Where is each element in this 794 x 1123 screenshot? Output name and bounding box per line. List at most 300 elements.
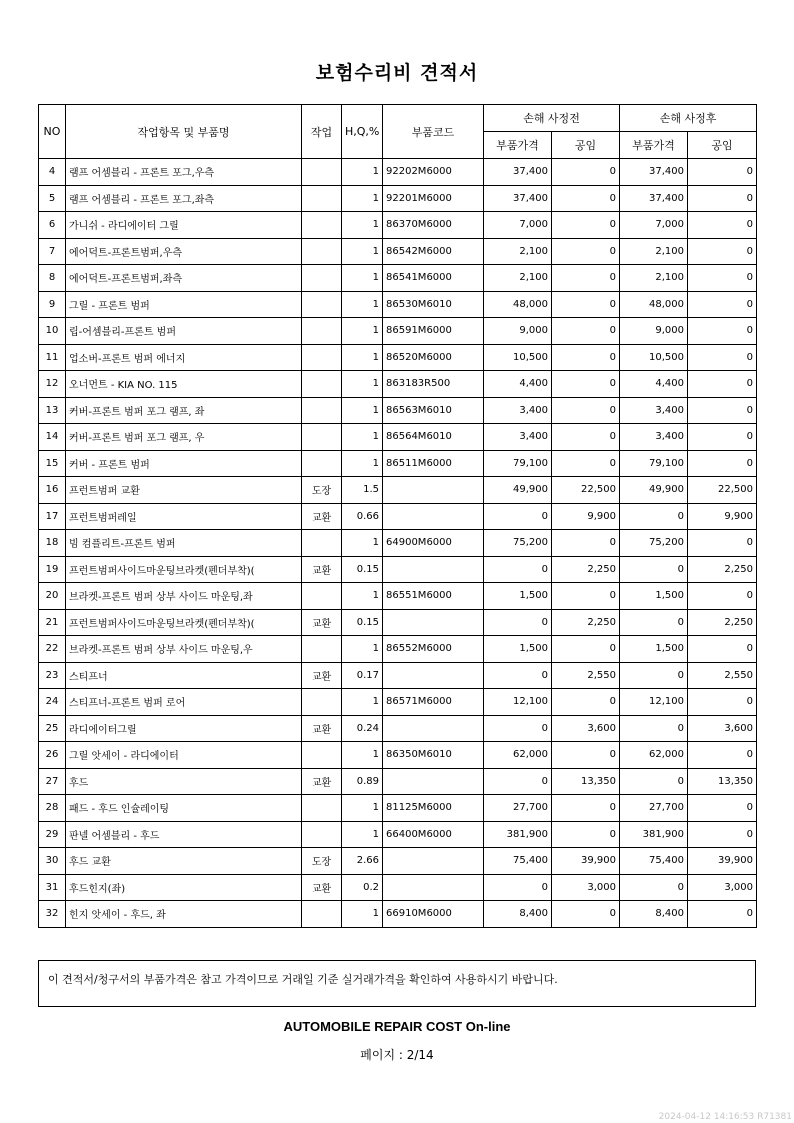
row-no: 29 (39, 821, 66, 848)
row-after-labor: 0 (688, 795, 757, 822)
table-row (39, 450, 757, 477)
row-part-code: 64900M6000 (383, 530, 484, 557)
row-before-labor: 0 (552, 238, 620, 265)
header-code: 부품코드 (383, 105, 484, 159)
row-no: 23 (39, 662, 66, 689)
row-before-labor: 3,600 (552, 715, 620, 742)
row-after-labor: 0 (688, 238, 757, 265)
row-work: 교환 (302, 662, 342, 689)
row-before-part-price: 9,000 (484, 318, 552, 345)
row-work: 도장 (302, 848, 342, 875)
row-no: 12 (39, 371, 66, 398)
row-no: 13 (39, 397, 66, 424)
row-part-code: 66910M6000 (383, 901, 484, 928)
document-title: 보험수리비 견적서 (315, 62, 479, 84)
row-before-labor: 2,250 (552, 609, 620, 636)
row-after-part-price: 3,400 (620, 424, 688, 451)
row-after-labor: 13,350 (688, 768, 757, 795)
timestamp-stamp: 2024-04-12 14:16:53 R71381 (658, 1112, 792, 1122)
row-before-labor: 13,350 (552, 768, 620, 795)
table-row (39, 848, 757, 875)
row-hq: 0.2 (342, 874, 383, 901)
row-before-part-price: 75,200 (484, 530, 552, 557)
row-item-name: 에어덕트-프론트범퍼,우측 (66, 238, 302, 265)
row-after-part-price: 0 (620, 768, 688, 795)
row-after-labor: 0 (688, 371, 757, 398)
row-before-labor: 0 (552, 583, 620, 610)
row-hq: 1 (342, 742, 383, 769)
row-part-code: 81125M6000 (383, 795, 484, 822)
row-work (302, 424, 342, 451)
row-part-code: 86350M6010 (383, 742, 484, 769)
row-work: 교환 (302, 874, 342, 901)
row-hq: 1 (342, 371, 383, 398)
row-after-labor: 39,900 (688, 848, 757, 875)
footer-title: AUTOMOBILE REPAIR COST On-line (283, 1019, 511, 1034)
row-part-code: 86564M6010 (383, 424, 484, 451)
table-row (39, 662, 757, 689)
row-item-name: 커버-프론트 범퍼 포그 램프, 우 (66, 424, 302, 451)
row-after-part-price: 7,000 (620, 212, 688, 239)
table-row (39, 609, 757, 636)
row-item-name: 판넬 어셈블리 - 후드 (66, 821, 302, 848)
row-work (302, 159, 342, 186)
row-before-labor: 0 (552, 397, 620, 424)
row-item-name: 에어덕트-프론트범퍼,좌측 (66, 265, 302, 292)
row-no: 32 (39, 901, 66, 928)
row-item-name: 브라켓-프론트 범퍼 상부 사이드 마운팅,우 (66, 636, 302, 663)
row-after-labor: 0 (688, 530, 757, 557)
row-after-part-price: 48,000 (620, 291, 688, 318)
row-no: 26 (39, 742, 66, 769)
row-hq: 1 (342, 450, 383, 477)
header-after-part-price: 부품가격 (620, 132, 688, 159)
row-item-name: 업소버-프론트 범퍼 에너지 (66, 344, 302, 371)
row-before-labor: 0 (552, 291, 620, 318)
row-after-part-price: 12,100 (620, 689, 688, 716)
row-after-labor: 0 (688, 344, 757, 371)
estimate-table (38, 104, 757, 928)
row-part-code: 86530M6010 (383, 291, 484, 318)
table-row (39, 503, 757, 530)
row-before-part-price: 37,400 (484, 185, 552, 212)
row-after-part-price: 37,400 (620, 185, 688, 212)
row-part-code: 92202M6000 (383, 159, 484, 186)
table-row (39, 397, 757, 424)
row-after-labor: 0 (688, 821, 757, 848)
table-row (39, 477, 757, 504)
row-no: 8 (39, 265, 66, 292)
row-no: 15 (39, 450, 66, 477)
row-part-code: 86520M6000 (383, 344, 484, 371)
row-after-part-price: 0 (620, 609, 688, 636)
row-part-code: 66400M6000 (383, 821, 484, 848)
row-no: 28 (39, 795, 66, 822)
row-no: 19 (39, 556, 66, 583)
row-no: 30 (39, 848, 66, 875)
row-after-part-price: 62,000 (620, 742, 688, 769)
row-hq: 1 (342, 795, 383, 822)
row-work (302, 583, 342, 610)
row-after-labor: 0 (688, 265, 757, 292)
table-row (39, 874, 757, 901)
row-item-name: 그릴 앗세이 - 라디에이터 (66, 742, 302, 769)
notice-box (38, 960, 756, 1007)
header-item: 작업항목 및 부품명 (66, 105, 302, 159)
table-row (39, 238, 757, 265)
row-part-code: 86542M6000 (383, 238, 484, 265)
table-row (39, 556, 757, 583)
row-after-part-price: 2,100 (620, 265, 688, 292)
row-after-labor: 0 (688, 159, 757, 186)
row-after-part-price: 0 (620, 662, 688, 689)
row-item-name: 커버 - 프론트 범퍼 (66, 450, 302, 477)
row-after-labor: 0 (688, 212, 757, 239)
row-work (302, 397, 342, 424)
row-after-labor: 22,500 (688, 477, 757, 504)
row-before-part-price: 0 (484, 715, 552, 742)
row-part-code (383, 662, 484, 689)
row-hq: 1 (342, 530, 383, 557)
row-no: 9 (39, 291, 66, 318)
row-after-labor: 0 (688, 424, 757, 451)
row-hq: 1 (342, 636, 383, 663)
row-before-labor: 0 (552, 450, 620, 477)
row-before-labor: 0 (552, 424, 620, 451)
row-hq: 1 (342, 689, 383, 716)
row-before-labor: 22,500 (552, 477, 620, 504)
row-before-part-price: 0 (484, 874, 552, 901)
row-no: 21 (39, 609, 66, 636)
row-part-code (383, 874, 484, 901)
row-hq: 1 (342, 397, 383, 424)
row-work (302, 212, 342, 239)
row-after-part-price: 1,500 (620, 636, 688, 663)
row-before-labor: 2,550 (552, 662, 620, 689)
row-hq: 1 (342, 265, 383, 292)
row-no: 17 (39, 503, 66, 530)
row-before-part-price: 0 (484, 768, 552, 795)
estimate-rows (39, 159, 757, 928)
row-work: 교환 (302, 609, 342, 636)
row-before-part-price: 3,400 (484, 397, 552, 424)
row-part-code (383, 848, 484, 875)
page-number: 페이지 : 2/14 (360, 1048, 434, 1062)
row-part-code: 86511M6000 (383, 450, 484, 477)
row-before-part-price: 0 (484, 609, 552, 636)
row-before-part-price: 7,000 (484, 212, 552, 239)
table-row (39, 768, 757, 795)
row-after-part-price: 4,400 (620, 371, 688, 398)
row-after-labor: 0 (688, 689, 757, 716)
row-item-name: 오너먼트 - KIA NO. 115 (66, 371, 302, 398)
row-after-labor: 0 (688, 636, 757, 663)
header-after: 손해 사정후 (620, 105, 757, 132)
row-item-name: 라디에이터그릴 (66, 715, 302, 742)
row-before-part-price: 0 (484, 503, 552, 530)
row-hq: 1 (342, 583, 383, 610)
row-after-labor: 2,250 (688, 609, 757, 636)
row-item-name: 빔 컴플리트-프론트 범퍼 (66, 530, 302, 557)
row-before-part-price: 1,500 (484, 583, 552, 610)
row-item-name: 패드 - 후드 인슐레이팅 (66, 795, 302, 822)
row-before-part-price: 37,400 (484, 159, 552, 186)
row-hq: 1 (342, 238, 383, 265)
row-after-labor: 0 (688, 583, 757, 610)
row-before-labor: 0 (552, 344, 620, 371)
row-before-labor: 0 (552, 185, 620, 212)
table-row (39, 742, 757, 769)
row-no: 14 (39, 424, 66, 451)
row-before-part-price: 3,400 (484, 424, 552, 451)
header-before: 손해 사정전 (484, 105, 620, 132)
row-item-name: 스티프너 (66, 662, 302, 689)
row-item-name: 후드힌지(좌) (66, 874, 302, 901)
row-before-labor: 0 (552, 371, 620, 398)
row-work (302, 742, 342, 769)
row-before-part-price: 27,700 (484, 795, 552, 822)
row-before-labor: 0 (552, 821, 620, 848)
row-part-code: 86541M6000 (383, 265, 484, 292)
row-after-part-price: 0 (620, 556, 688, 583)
header-no: NO (39, 105, 66, 159)
row-after-labor: 2,250 (688, 556, 757, 583)
row-after-part-price: 75,400 (620, 848, 688, 875)
table-row (39, 901, 757, 928)
row-work (302, 689, 342, 716)
row-before-labor: 0 (552, 689, 620, 716)
row-hq: 0.15 (342, 609, 383, 636)
row-work: 교환 (302, 503, 342, 530)
row-before-part-price: 75,400 (484, 848, 552, 875)
table-row (39, 424, 757, 451)
row-after-part-price: 37,400 (620, 159, 688, 186)
row-hq: 1 (342, 424, 383, 451)
header-hq: H,Q,% (342, 105, 383, 159)
row-no: 31 (39, 874, 66, 901)
row-after-labor: 9,900 (688, 503, 757, 530)
row-after-labor: 0 (688, 185, 757, 212)
row-no: 24 (39, 689, 66, 716)
row-part-code: 86551M6000 (383, 583, 484, 610)
row-work: 교환 (302, 768, 342, 795)
row-part-code: 86591M6000 (383, 318, 484, 345)
row-after-labor: 0 (688, 291, 757, 318)
row-part-code: 86552M6000 (383, 636, 484, 663)
row-part-code (383, 609, 484, 636)
row-after-labor: 3,000 (688, 874, 757, 901)
row-before-part-price: 0 (484, 662, 552, 689)
row-part-code: 92201M6000 (383, 185, 484, 212)
table-row (39, 530, 757, 557)
row-work (302, 291, 342, 318)
row-no: 4 (39, 159, 66, 186)
row-item-name: 립-어셈블리-프론트 범퍼 (66, 318, 302, 345)
row-item-name: 후드 (66, 768, 302, 795)
row-hq: 0.24 (342, 715, 383, 742)
table-row (39, 636, 757, 663)
row-hq: 1 (342, 291, 383, 318)
row-item-name: 스티프너-프론트 범퍼 로어 (66, 689, 302, 716)
row-before-part-price: 79,100 (484, 450, 552, 477)
row-after-part-price: 79,100 (620, 450, 688, 477)
row-item-name: 브라켓-프론트 범퍼 상부 사이드 마운팅,좌 (66, 583, 302, 610)
row-work (302, 318, 342, 345)
row-after-part-price: 3,400 (620, 397, 688, 424)
row-hq: 1 (342, 159, 383, 186)
row-before-labor: 0 (552, 901, 620, 928)
row-work (302, 185, 342, 212)
table-row (39, 371, 757, 398)
row-before-labor: 0 (552, 795, 620, 822)
row-before-part-price: 62,000 (484, 742, 552, 769)
row-work (302, 530, 342, 557)
table-row (39, 291, 757, 318)
row-hq: 1 (342, 821, 383, 848)
row-hq: 0.89 (342, 768, 383, 795)
row-work (302, 344, 342, 371)
table-row (39, 344, 757, 371)
row-item-name: 프런트범퍼사이드마운팅브라켓(펜더부착)( (66, 609, 302, 636)
row-before-part-price: 8,400 (484, 901, 552, 928)
row-hq: 1 (342, 212, 383, 239)
row-before-labor: 0 (552, 530, 620, 557)
row-after-labor: 0 (688, 450, 757, 477)
row-part-code: 863183R500 (383, 371, 484, 398)
row-work: 도장 (302, 477, 342, 504)
row-no: 6 (39, 212, 66, 239)
row-item-name: 프런트범퍼 교환 (66, 477, 302, 504)
row-no: 10 (39, 318, 66, 345)
row-after-part-price: 0 (620, 874, 688, 901)
row-hq: 1 (342, 344, 383, 371)
row-after-labor: 0 (688, 901, 757, 928)
row-before-labor: 2,250 (552, 556, 620, 583)
row-after-part-price: 75,200 (620, 530, 688, 557)
notice-text: 이 견적서/청구서의 부품가격은 참고 가격이므로 거래일 기준 실거래가격을 확인하여 사용하시기 바랍니다. (48, 973, 558, 986)
row-after-part-price: 10,500 (620, 344, 688, 371)
row-after-part-price: 8,400 (620, 901, 688, 928)
row-hq: 0.15 (342, 556, 383, 583)
row-part-code (383, 768, 484, 795)
row-work (302, 265, 342, 292)
row-part-code: 86563M6010 (383, 397, 484, 424)
row-after-labor: 0 (688, 318, 757, 345)
row-before-labor: 0 (552, 742, 620, 769)
row-no: 7 (39, 238, 66, 265)
row-no: 5 (39, 185, 66, 212)
row-work: 교환 (302, 715, 342, 742)
row-hq: 1.5 (342, 477, 383, 504)
row-after-part-price: 27,700 (620, 795, 688, 822)
row-work (302, 238, 342, 265)
row-hq: 1 (342, 318, 383, 345)
table-row (39, 265, 757, 292)
row-before-labor: 3,000 (552, 874, 620, 901)
row-work (302, 636, 342, 663)
row-work (302, 371, 342, 398)
row-part-code: 86370M6000 (383, 212, 484, 239)
row-before-labor: 0 (552, 212, 620, 239)
table-row (39, 689, 757, 716)
row-before-labor: 0 (552, 636, 620, 663)
row-before-part-price: 48,000 (484, 291, 552, 318)
row-after-labor: 0 (688, 742, 757, 769)
header-before-part-price: 부품가격 (484, 132, 552, 159)
row-before-part-price: 1,500 (484, 636, 552, 663)
row-work (302, 450, 342, 477)
header-after-labor: 공임 (688, 132, 757, 159)
row-before-labor: 39,900 (552, 848, 620, 875)
row-part-code (383, 556, 484, 583)
header-before-labor: 공임 (552, 132, 620, 159)
row-hq: 0.66 (342, 503, 383, 530)
row-after-part-price: 9,000 (620, 318, 688, 345)
row-part-code (383, 503, 484, 530)
row-after-labor: 2,550 (688, 662, 757, 689)
row-item-name: 그릴 - 프론트 범퍼 (66, 291, 302, 318)
row-work (302, 795, 342, 822)
table-row (39, 212, 757, 239)
row-before-part-price: 0 (484, 556, 552, 583)
row-no: 22 (39, 636, 66, 663)
row-item-name: 후드 교환 (66, 848, 302, 875)
row-part-code (383, 477, 484, 504)
row-no: 11 (39, 344, 66, 371)
table-row (39, 185, 757, 212)
row-work (302, 901, 342, 928)
row-before-labor: 0 (552, 318, 620, 345)
row-no: 20 (39, 583, 66, 610)
row-item-name: 프런트범퍼레일 (66, 503, 302, 530)
table-row (39, 583, 757, 610)
row-before-part-price: 4,400 (484, 371, 552, 398)
row-item-name: 힌지 앗세이 - 후드, 좌 (66, 901, 302, 928)
row-item-name: 가니쉬 - 라디에이터 그릴 (66, 212, 302, 239)
row-before-part-price: 10,500 (484, 344, 552, 371)
table-row (39, 795, 757, 822)
row-hq: 2.66 (342, 848, 383, 875)
row-before-part-price: 12,100 (484, 689, 552, 716)
row-after-part-price: 1,500 (620, 583, 688, 610)
row-part-code: 86571M6000 (383, 689, 484, 716)
row-no: 25 (39, 715, 66, 742)
table-row (39, 318, 757, 345)
row-item-name: 램프 어셈블리 - 프론트 포그,좌측 (66, 185, 302, 212)
row-after-part-price: 49,900 (620, 477, 688, 504)
row-hq: 0.17 (342, 662, 383, 689)
table-row (39, 821, 757, 848)
table-row (39, 159, 757, 186)
row-after-part-price: 0 (620, 715, 688, 742)
row-no: 18 (39, 530, 66, 557)
row-hq: 1 (342, 185, 383, 212)
row-item-name: 커버-프론트 범퍼 포그 램프, 좌 (66, 397, 302, 424)
row-after-part-price: 2,100 (620, 238, 688, 265)
row-before-labor: 9,900 (552, 503, 620, 530)
row-before-part-price: 2,100 (484, 265, 552, 292)
table-row (39, 715, 757, 742)
header-work: 작업 (302, 105, 342, 159)
row-after-part-price: 0 (620, 503, 688, 530)
row-after-labor: 3,600 (688, 715, 757, 742)
row-no: 27 (39, 768, 66, 795)
row-before-part-price: 49,900 (484, 477, 552, 504)
row-part-code (383, 715, 484, 742)
row-before-labor: 0 (552, 265, 620, 292)
row-after-labor: 0 (688, 397, 757, 424)
row-item-name: 프런트범퍼사이드마운팅브라켓(펜더부착)( (66, 556, 302, 583)
